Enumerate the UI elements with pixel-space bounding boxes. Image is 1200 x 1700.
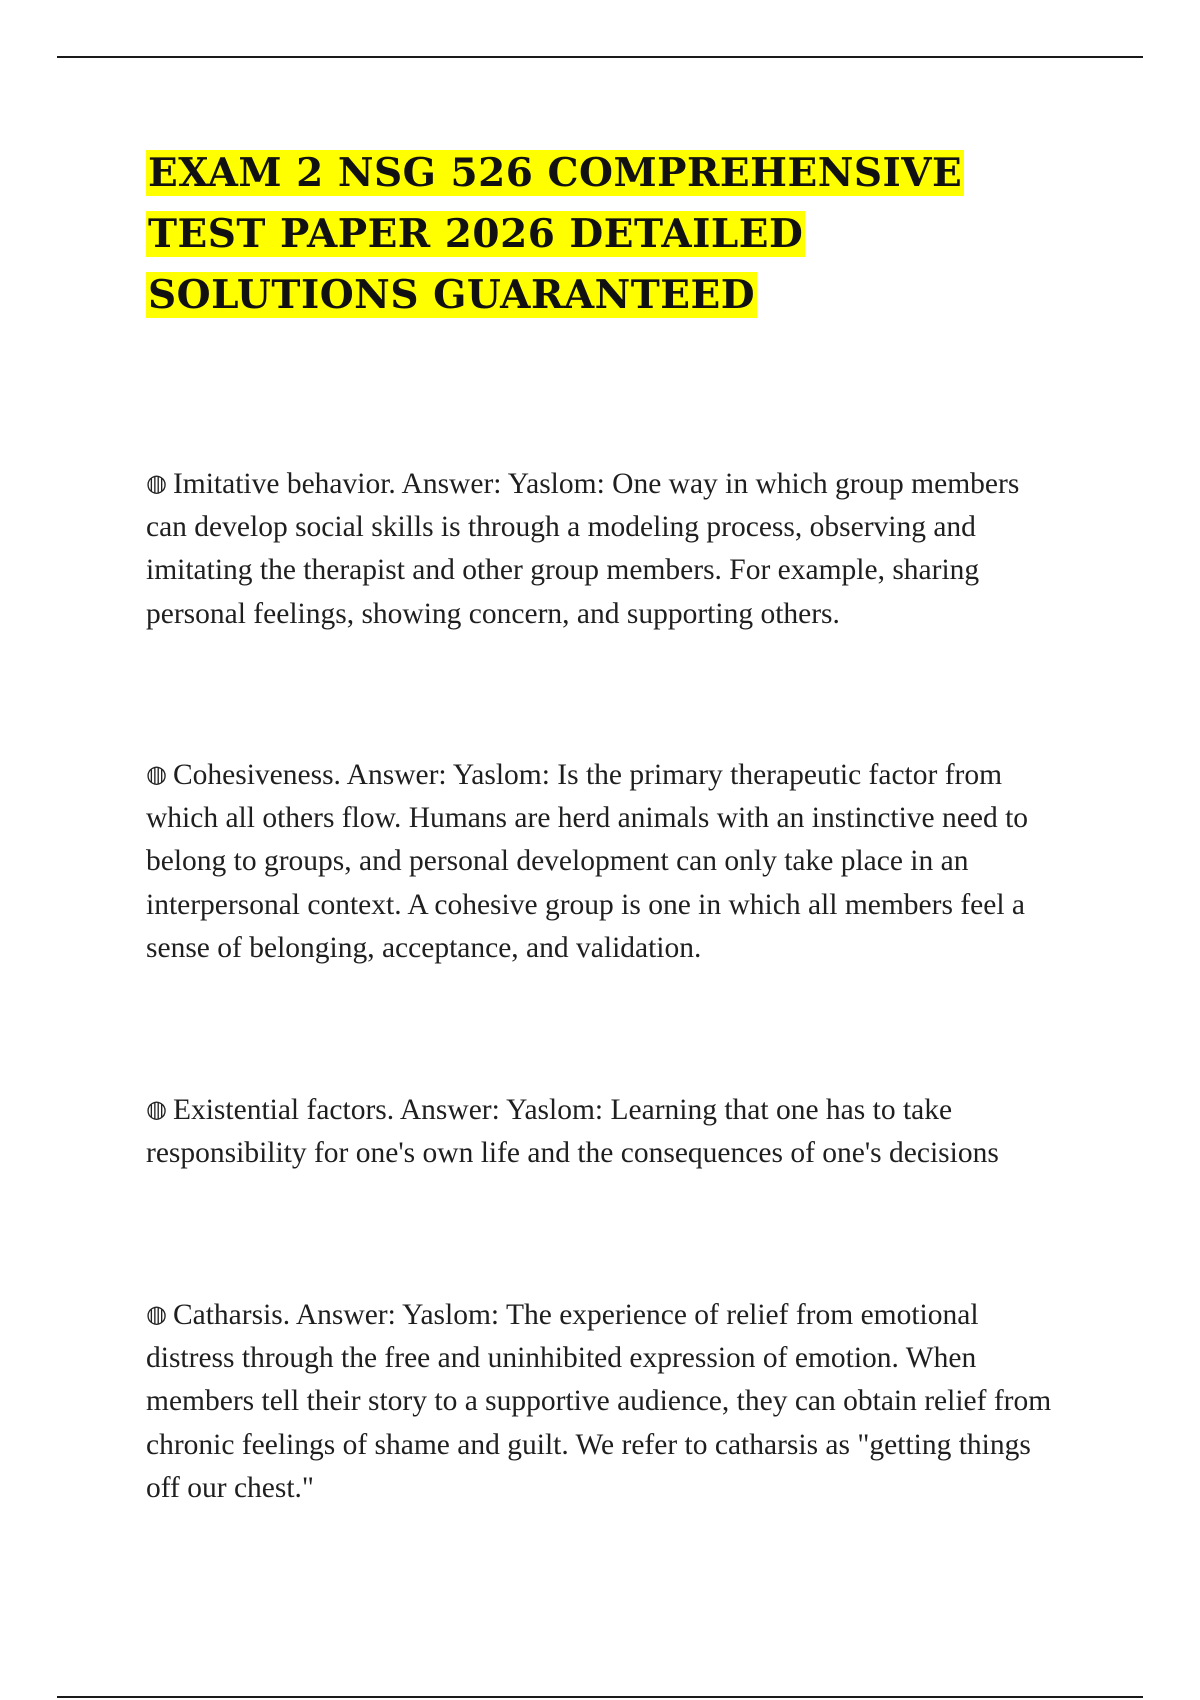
top-rule: [57, 56, 1143, 58]
title-highlight: EXAM 2 NSG 526 COMPREHENSIVE TEST PAPER 2026 DETAILED SOLUTIONS GUARANTEED: [148, 150, 963, 318]
bottom-rule: [57, 1696, 1143, 1698]
entry-text: Catharsis. Answer: Yaslom: The experience of relief from emotional distress through the free and uninhibited expression of emotion. When members tell their story to a supportive audience, they can obtain relief from chronic feelings of shame and guilt. We refer to catharsis as "getting things off our chest.": [146, 1299, 1052, 1504]
circled-bullet-icon: ◍: [146, 760, 167, 788]
circled-bullet-icon: ◍: [146, 469, 167, 497]
qa-entry-cohesiveness: [146, 753, 1066, 970]
circled-bullet-icon: ◍: [146, 1095, 167, 1123]
document-title: [146, 143, 1046, 326]
circled-bullet-icon: ◍: [146, 1300, 167, 1328]
qa-entry-catharsis: [146, 1293, 1066, 1510]
qa-entry-existential-factors: [146, 1088, 1066, 1175]
entry-text: Existential factors. Answer: Yaslom: Learning that one has to take responsibility for one's own life and the consequences of one's decisions: [146, 1094, 999, 1170]
entry-text: Imitative behavior. Answer: Yaslom: One way in which group members can develop social skills is through a modeling process, observing and imitating the therapist and other group members. For example, sharing personal feelings, showing concern, and supporting others.: [146, 468, 1020, 630]
entry-text: Cohesiveness. Answer: Yaslom: Is the primary therapeutic factor from which all others flow. Humans are herd animals with an instinctive need to belong to groups, and personal development can only take place in an interpersonal context. A cohesive group is one in which all members feel a sense of belonging, acceptance, and validation.: [146, 759, 1029, 964]
qa-entry-imitative-behavior: [146, 462, 1066, 636]
